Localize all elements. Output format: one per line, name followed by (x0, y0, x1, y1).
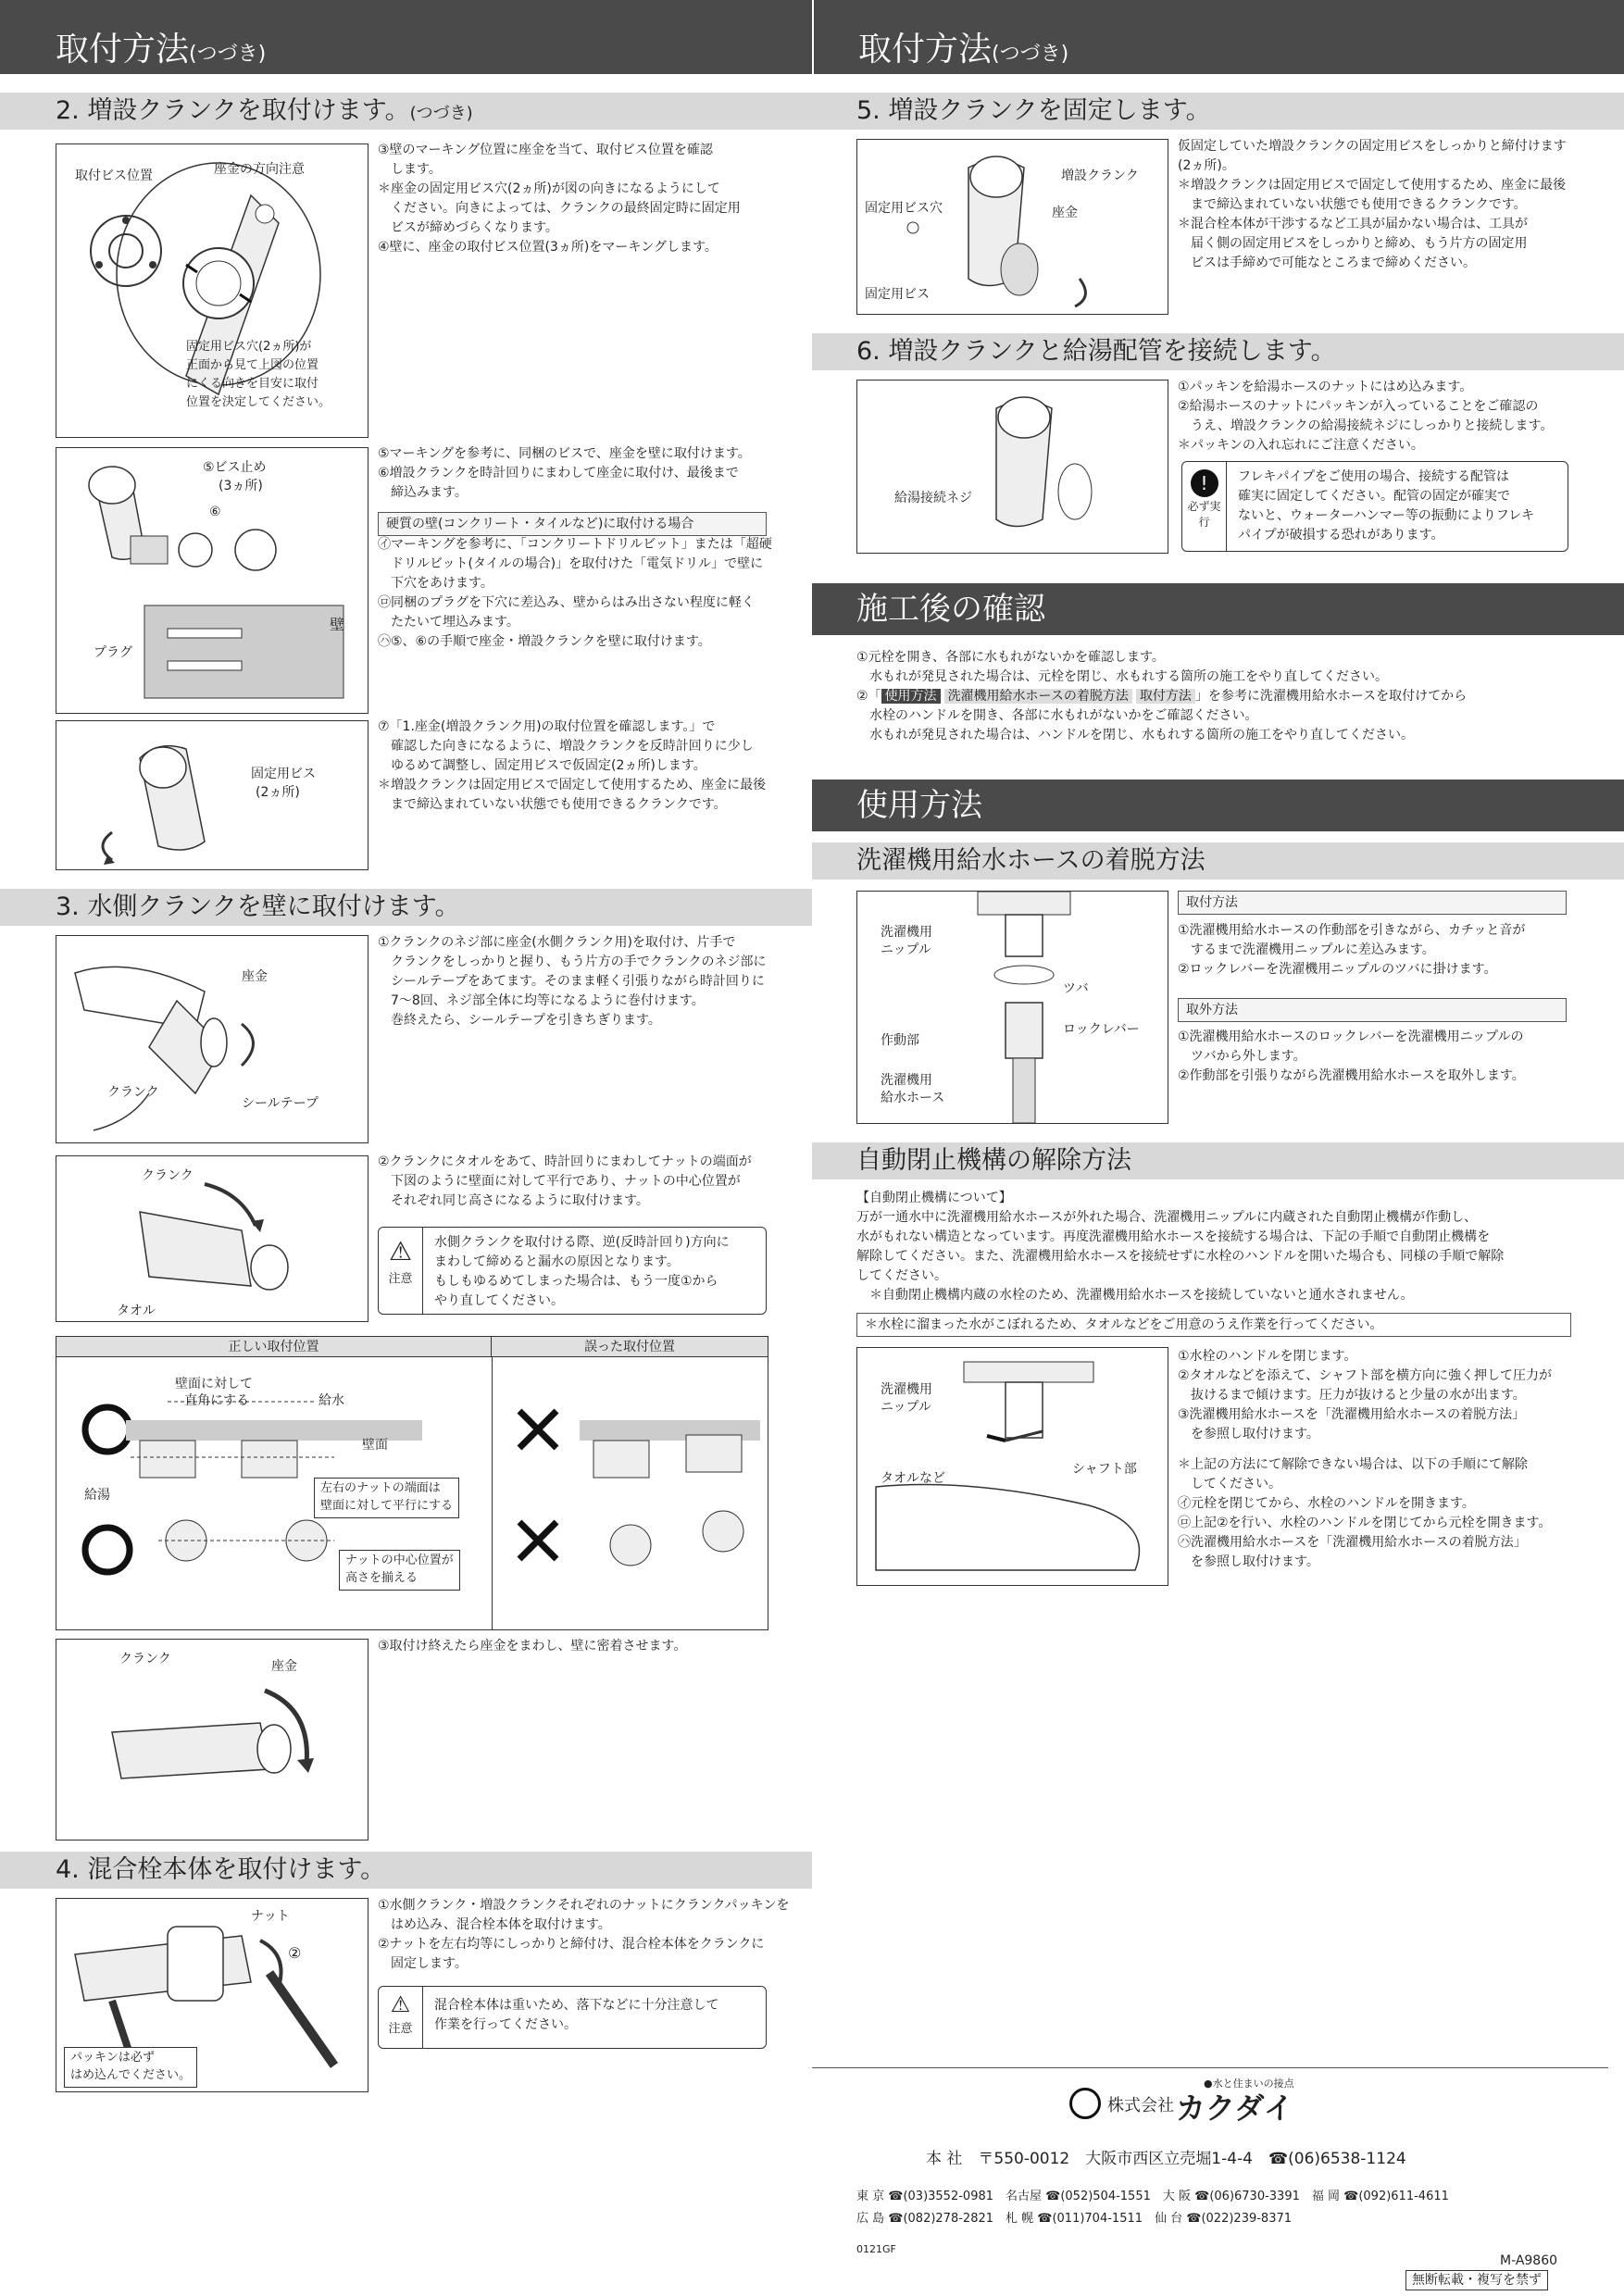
text-detach: ①洗濯機用給水ホースのロックレバーを洗濯機用ニップルの ツバから外します。 ②作動部を引張りながら洗濯機用給水ホースを取外します。 (1178, 1029, 1525, 1083)
footer-company: 株式会社 (1107, 2096, 1174, 2115)
caution-box-weight: ⚠ 注意 混合栓本体は重いため、落下などに十分注意して 作業を行ってください。 (378, 1986, 767, 2049)
company-logo-icon (1069, 2088, 1101, 2119)
label-two-places: (2ヵ所) (256, 785, 300, 800)
screw-mount-drawing (56, 448, 369, 714)
auto-section-title: 自動閉止機構の解除方法 (812, 1142, 1624, 1179)
temp-fix-drawing (56, 721, 369, 870)
section-6-title: 6. 増設クランクと給湯配管を接続します。 (812, 333, 1624, 370)
base-tighten-drawing (56, 1640, 369, 1841)
caution-icon: ⚠ 注意 (379, 1228, 423, 1314)
label-screw-stop: ⑤ビス止め (203, 460, 267, 475)
header-right-title: 取付方法 (858, 31, 993, 69)
figure-auto-release (856, 1347, 1168, 1586)
footer-copyright: 無断転載・複写を禁ず (1405, 2270, 1548, 2290)
label-hose-1: 洗濯機用 (881, 1073, 932, 1088)
figure-towel (56, 1155, 369, 1322)
label-nipple-1: 洗濯機用 (881, 925, 932, 940)
figure-seal-tape (56, 935, 369, 1143)
text-s3-step3: ③取付け終えたら座金をまわし、壁に密着させます。 (378, 1639, 687, 1653)
hot-connect-drawing (857, 381, 1168, 554)
label-hot-thread: 給湯接続ネジ (894, 491, 972, 505)
label-base: 座金 (242, 969, 268, 984)
towel-drawing (56, 1156, 369, 1322)
hose-section-title: 洗濯機用給水ホースの着脱方法 (812, 842, 1624, 880)
auto-note: ＊水栓に溜まった水がこぼれるため、タオルなどをご用意のうえ作業を行ってください。 (856, 1313, 1571, 1337)
text-s2-step7: ⑦「1.座金(増設クランク用)の取付位置を確認します。」で 確認した向きになるように、増設クランクを反時計回りに少し ゆるめて調整し、固定用ビスで仮固定(2ヵ所)します。 ＊増設クランクは固定用ビスで固定して使用するため、座金に最後 まで締込まれていない状態でも使用できるクランクです。 (378, 719, 767, 812)
label-wall-surface: 壁面 (362, 1438, 388, 1453)
must-do-icon: ! 必ず実行 (1182, 462, 1227, 551)
label-base-2: 座金 (271, 1659, 297, 1674)
label-crank: クランク (107, 1085, 159, 1100)
attach-heading: 取付方法 (1178, 891, 1567, 915)
figure-base-orientation (56, 144, 369, 438)
section-3-title: 3. 水側クランクを壁に取付けます。 (0, 889, 812, 926)
label-perpendicular-1: 壁面に対して (175, 1377, 253, 1391)
footer-code: 0121GF (856, 2243, 896, 2255)
label-base-direction: 座金の方向注意 (214, 162, 305, 177)
install-position-table (56, 1336, 768, 1630)
section-2-title-text: 2. 増設クランクを取付けます。 (56, 96, 410, 125)
header-left-title: 取付方法 (56, 31, 190, 69)
label-fix-screw-2: 固定用ビス (865, 287, 930, 302)
figure-base-tighten (56, 1639, 369, 1841)
figure-hose (856, 891, 1168, 1124)
label-crank-2: クランク (142, 1168, 194, 1183)
text-s2-step5: ⑤マーキングを参考に、同梱のビスで、座金を壁に取付けます。 ⑥増設クランクを時計回りにまわして座金に取付け、最後まで 締込みます。 (378, 446, 751, 500)
caution-icon-2: ⚠ 注意 (379, 1987, 423, 2048)
table-header-wrong: 誤った取付位置 (492, 1337, 768, 1357)
label-nut: ナット (251, 1909, 290, 1924)
label-hot-supply: 給湯 (84, 1488, 110, 1503)
footer-brand: カクダイ (1176, 2090, 1293, 2126)
header-right (812, 0, 1624, 74)
text-s6: ①パッキンを給湯ホースのナットにはめ込みます。 ②給湯ホースのナットにパッキンが入っていることをご確認の うえ、増設クランクの給湯接続ネジにしっかりと接続します。 ＊パッキンの入れ忘れにご注意ください。 (1178, 380, 1554, 453)
figure-hot-connect (856, 380, 1168, 554)
label-fix-screw-hole: 固定用ビス穴 (865, 201, 943, 216)
figure-temp-fix (56, 720, 369, 870)
label-water-supply: 給水 (319, 1393, 344, 1408)
label-screw-position: 取付ビス位置 (75, 168, 153, 183)
label-wall: 壁 (330, 616, 345, 633)
figure-fix-crank (856, 139, 1168, 315)
label-towel-etc: タオルなど (881, 1471, 945, 1486)
footer-branches-1: 東 京 ☎(03)3552-0981 名古屋 ☎(052)504-1551 大 阪 ☎(06)6730-3391 福 岡 ☎(092)611-4611 (856, 2190, 1449, 2203)
label-shaft: シャフト部 (1072, 1462, 1137, 1477)
label-three-places: (3ヵ所) (219, 479, 263, 493)
label-hose-2: 給水ホース (881, 1091, 945, 1105)
text-auto-intro: 【自動閉止機構について】 万が一通水中に洗濯機用給水ホースが外れた場合、洗濯機用ニップルに内蔵された自動閉止機構が作動し、 水がもれない構造となっています。再度洗濯機用給水ホースを接続する場合は、下記の手順で自動閉止機構を 解除してください。また、洗濯機用給水ホースを接続せずに水栓のハンドルを開いた場合も、同様の手順で解除 してください。 ＊自動閉止機構内蔵の水栓のため、洗濯機用給水ホースを接続していないと通水されません。 (856, 1191, 1505, 1303)
text-s2-hardwall: ㋑マーキングを参考に、「コンクリートドリルビット」または「超硬 ドリルビット(タイルの場合)」を取付けた「電気ドリル」で壁に 下穴をあけます。 ㋺同梱のプラグを下穴に差込み、壁からはみ出さない程度に軽く たたいて埋込みます。 ㋩⑤、⑥の手順で座金・増設クランクを壁に取付けます。 (378, 537, 772, 649)
label-towel: タオル (117, 1304, 156, 1318)
label-note-4: 位置を決定してください。 (186, 395, 331, 409)
header-left (0, 0, 812, 74)
section-2-subtitle: (つづき) (409, 104, 473, 123)
text-s2-step3: ③壁のマーキング位置に座金を当て、取付ビス位置を確認 します。 ＊座金の固定用ビス穴(2ヵ所)が図の向きになるようにして ください。向きによっては、クランクの最終固定時に固定用 ビスが締めづらくなります。 ④壁に、座金の取付ビス位置(3ヵ所)をマーキングします。 (378, 143, 741, 255)
label-note-1: 固定用ビス穴(2ヵ所)が (186, 340, 312, 354)
section-2-title (0, 93, 812, 130)
label-plug: プラグ (94, 645, 132, 660)
label-step2: ② (288, 1944, 302, 1962)
footer-tagline: ●水と住まいの接点 (1204, 2078, 1294, 2090)
detach-heading: 取外方法 (1178, 998, 1567, 1022)
callout-nut-parallel: 左右のナットの端面は 壁面に対して平行にする (314, 1478, 459, 1518)
text-check: ①元栓を開き、各部に水もれがないかを確認します。 水もれが発見された場合は、元栓を閉じ、水もれする箇所の施工をやり直してください。 ②「 使用方法 洗濯機用給水ホースの着脱方法 取付方法 」を参考に洗濯機用給水ホースを取付けてから 水栓のハンドルを開き、各部に水もれがないかをご確認ください。 水もれが発見された場合は、ハンドルを閉じ、水もれする箇所の施工をやり直してください。 (856, 650, 1468, 742)
tag-attach: 取付方法 (1136, 689, 1195, 704)
label-ext-crank: 増設クランク (1061, 168, 1139, 183)
hard-wall-heading: 硬質の壁(コンクリート・タイルなど)に取付ける場合 (378, 512, 767, 536)
seal-tape-drawing (56, 936, 369, 1143)
label-auto-nipple-2: ニップル (881, 1400, 931, 1415)
footer-branches-2: 広 島 ☎(082)278-2821 札 幌 ☎(011)704-1511 仙 台 ☎(022)239-8371 (856, 2212, 1293, 2226)
check-heading: 施工後の確認 (812, 583, 1624, 635)
caution-box-crank: ⚠ 注意 水側クランクを取付ける際、逆(反時計回り)方向に まわして締めると漏水の原因となります。 もしもゆるめてしまった場合は、もう一度①から やり直してください。 (378, 1227, 767, 1315)
footer-divider (812, 2067, 1608, 2068)
callout-packing: パッキンは必ず はめ込んでください。 (64, 2047, 197, 2088)
label-nipple-2: ニップル (881, 942, 931, 957)
label-seal-tape: シールテープ (242, 1096, 319, 1111)
header-right-sub: (つづき) (992, 43, 1069, 66)
section-4-title: 4. 混合栓本体を取付けます。 (0, 1852, 812, 1889)
tag-hose: 洗濯機用給水ホースの着脱方法 (944, 689, 1132, 704)
table-header-correct: 正しい取付位置 (56, 1337, 492, 1357)
text-s3-step1: ①クランクのネジ部に座金(水側クランク用)を取付け、片手で クランクをしっかりと握り、もう片方の手でクランクのネジ部に シールテープをあてます。そのまま軽く引張りながら時計回りに 7〜8回、ネジ部全体に均等になるように巻付けます。 巻終えたら、シールテープを引きちぎります。 (378, 935, 767, 1028)
label-actuator: 作動部 (881, 1033, 919, 1048)
figure-body-mount (56, 1898, 369, 2092)
text-s5: 仮固定していた増設クランクの固定用ビスをしっかりと締付けます (2ヵ所)。 ＊増設クランクは固定用ビスで固定して使用するため、座金に最後 まで締込まれていない状態でも使用できるクランクです。 ＊混合栓本体が干渉するなど工具が届かない場合は、工具が 届く側の固定用ビスをしっかりと締め、もう片方の固定用 ビスは手締めで可能なところまで締めください。 (1178, 139, 1567, 270)
label-base-3: 座金 (1052, 206, 1078, 220)
usage-heading: 使用方法 (812, 780, 1624, 831)
label-note-2: 正面から見て上図の位置 (186, 358, 319, 372)
text-auto-steps: ①水栓のハンドルを閉じます。 ②タオルなどを添えて、シャフト部を横方向に強く押して圧力が 抜けるまで傾けます。圧力が抜けると少量の水が出ます。 ③洗濯機用給水ホースを「洗濯機用給水ホースの着脱方法」 を参照し取付けます。 ＊上記の方法にて解除できない場合は、以下の手順にて解除 してください。 ㋑元栓を閉じてから、水栓のハンドルを開きます。 ㋺上記②を行い、水栓のハンドルを閉じてから元栓を開きます。 ㋩洗濯機用給水ホースを「洗濯機用給水ホースの着脱方法」 を参照し取付けます。 (1178, 1349, 1552, 1569)
label-flange: ツバ (1063, 981, 1089, 996)
footer-hq: 本 社 〒550-0012 大阪市西区立売堀1-4-4 ☎(06)6538-1124 (926, 2150, 1406, 2168)
callout-nut-height: ナットの中心位置が 高さを揃える (339, 1550, 460, 1591)
text-attach: ①洗濯機用給水ホースの作動部を引きながら、カチッと音が するまで洗濯機用ニップルに差込みます。 ②ロックレバーを洗濯機用ニップルのツバに掛けます。 (1178, 923, 1526, 977)
must-do-box: ! 必ず実行 フレキパイプをご使用の場合、接続する配管は 確実に固定してください。配管の固定が確実で ないと、ウォーターハンマー等の振動によりフレキ パイプが破損する恐れがあります。 (1181, 461, 1568, 552)
label-crank-3: クランク (119, 1652, 171, 1666)
footer-model: M-A9860 (1500, 2253, 1558, 2268)
label-step6: ⑥ (209, 505, 221, 519)
text-s3-step2: ②クランクにタオルをあて、時計回りにまわしてナットの端面が 下図のように壁面に対して平行であり、ナットの中心位置が それぞれ同じ高さになるように取付けます。 (378, 1154, 752, 1208)
label-lock-lever: ロックレバー (1063, 1022, 1140, 1037)
figure-screw-mount (56, 447, 369, 714)
label-perpendicular-2: 直角にする (184, 1393, 249, 1408)
tag-usage: 使用方法 (881, 689, 941, 704)
header-left-sub: (つづき) (189, 43, 267, 66)
section-5-title: 5. 増設クランクを固定します。 (812, 93, 1624, 130)
label-auto-nipple-1: 洗濯機用 (881, 1382, 932, 1397)
text-s4-steps: ①水側クランク・増設クランクそれぞれのナットにクランクパッキンを はめ込み、混合栓本体を取付けます。 ②ナットを左右均等にしっかりと締付け、混合栓本体をクランクに 固定します。 (378, 1898, 790, 1971)
label-note-3: にくる向きを目安に取付 (186, 377, 319, 391)
label-fixing-screw: 固定用ビス (251, 767, 316, 781)
